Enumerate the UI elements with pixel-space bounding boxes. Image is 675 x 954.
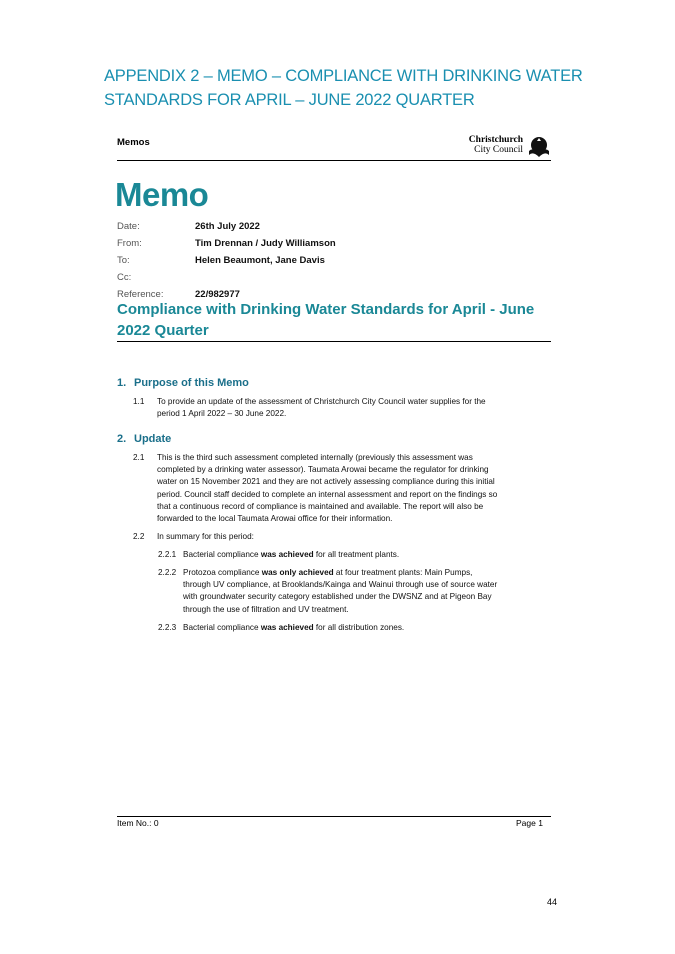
meta-row-cc (117, 269, 336, 286)
paragraph-line: completed by a drinking water assessor). Taumata Arowai became the regulator for drinking (157, 465, 489, 475)
subparagraph-text: Protozoa compliance (183, 568, 262, 577)
subparagraph-text: Bacterial compliance (183, 550, 261, 559)
logo-line2: City Council (474, 145, 523, 155)
appendix-title-line2: STANDARDS FOR APRIL – JUNE 2022 QUARTER (104, 91, 475, 109)
subject-line2: 2022 Quarter (117, 322, 209, 339)
paragraph-line: water on 15 November 2021 and they are not actively assessing compliance during this initial (157, 477, 495, 487)
subject-divider (117, 341, 551, 342)
meta-row-to (117, 252, 336, 269)
subparagraph-emphasis: was only achieved (261, 568, 334, 577)
subparagraph-text: at four treatment plants: Main Pumps, (333, 568, 473, 577)
footer-divider (117, 816, 551, 817)
council-emblem-icon (527, 135, 551, 159)
appendix-title (104, 64, 624, 112)
paragraph-line: In summary for this period: (157, 532, 254, 541)
section-title: Purpose of this Memo (134, 377, 249, 389)
paragraph-line: that a continuous record of compliance is maintained and available. The report will also be (157, 501, 484, 511)
paragraph-line: through UV compliance, at Brooklands/Kainga and Wainui through use of source water (183, 580, 498, 590)
paragraph-line: period 1 April 2022 – 30 June 2022. (157, 409, 287, 419)
meta-key: Cc: (117, 272, 132, 283)
paragraph-number: 1.1 (133, 397, 145, 406)
memos-label: Memos (117, 137, 150, 148)
section-number: 2. (117, 433, 127, 445)
subparagraph-number: 2.2.1 (158, 550, 177, 559)
paragraph-line: period. Council staff decided to complete an internal assessment and report on the findings so (157, 489, 498, 499)
footer-item-number: Item No.: 0 (117, 818, 159, 828)
memo-meta (117, 218, 336, 303)
paragraph-line: with groundwater security category established under the DWSNZ and at Pigeon Bay (183, 592, 492, 602)
meta-value: Tim Drennan / Judy Williamson (195, 238, 336, 249)
appendix-title-line1: APPENDIX 2 – MEMO – COMPLIANCE WITH DRINKING WATER (104, 67, 583, 85)
meta-value: 26th July 2022 (195, 221, 260, 232)
section-number: 1. (117, 377, 127, 389)
subparagraph-emphasis: was achieved (260, 550, 314, 559)
subparagraph-text: Bacterial compliance (183, 623, 261, 632)
paragraph-number: 2.2 (133, 532, 145, 541)
page-number: 44 (547, 897, 558, 907)
meta-row-date (117, 218, 336, 235)
section-title: Update (134, 433, 172, 445)
paragraph-line: To provide an update of the assessment of Christchurch City Council water supplies for the (157, 397, 486, 406)
memo-subject (117, 299, 547, 341)
meta-key: Reference: (117, 289, 164, 300)
subject-line1: Compliance with Drinking Water Standards for April - June (117, 301, 535, 318)
subparagraph-number: 2.2.3 (158, 623, 177, 632)
subparagraph-text: for all treatment plants. (313, 550, 400, 559)
meta-key: From: (117, 238, 142, 249)
paragraph-line: through the use of filtration and UV treatment. (183, 604, 349, 614)
paragraph-line: forwarded to the local Taumata Arowai office for their information. (157, 514, 393, 524)
memo-title: Memo (115, 176, 209, 213)
meta-value: Helen Beaumont, Jane Davis (195, 255, 325, 266)
footer-page-label: Page 1 (516, 818, 543, 828)
section-heading-update (117, 433, 171, 445)
meta-key: Date: (117, 221, 140, 232)
meta-value: 22/982977 (195, 289, 240, 300)
meta-row-from (117, 235, 336, 252)
header-divider (117, 160, 551, 161)
paragraph-line: This is the third such assessment completed internally (previously this assessment was (157, 453, 473, 462)
logo-line1: Christchurch (468, 135, 523, 145)
meta-key: To: (117, 255, 130, 266)
section-heading-purpose (117, 377, 249, 389)
subparagraph-emphasis: was achieved (260, 623, 314, 632)
paragraph-number: 2.1 (133, 453, 145, 462)
subparagraph-text: for all distribution zones. (313, 623, 405, 632)
subparagraph-number: 2.2.2 (158, 568, 177, 577)
council-logo (455, 135, 551, 161)
